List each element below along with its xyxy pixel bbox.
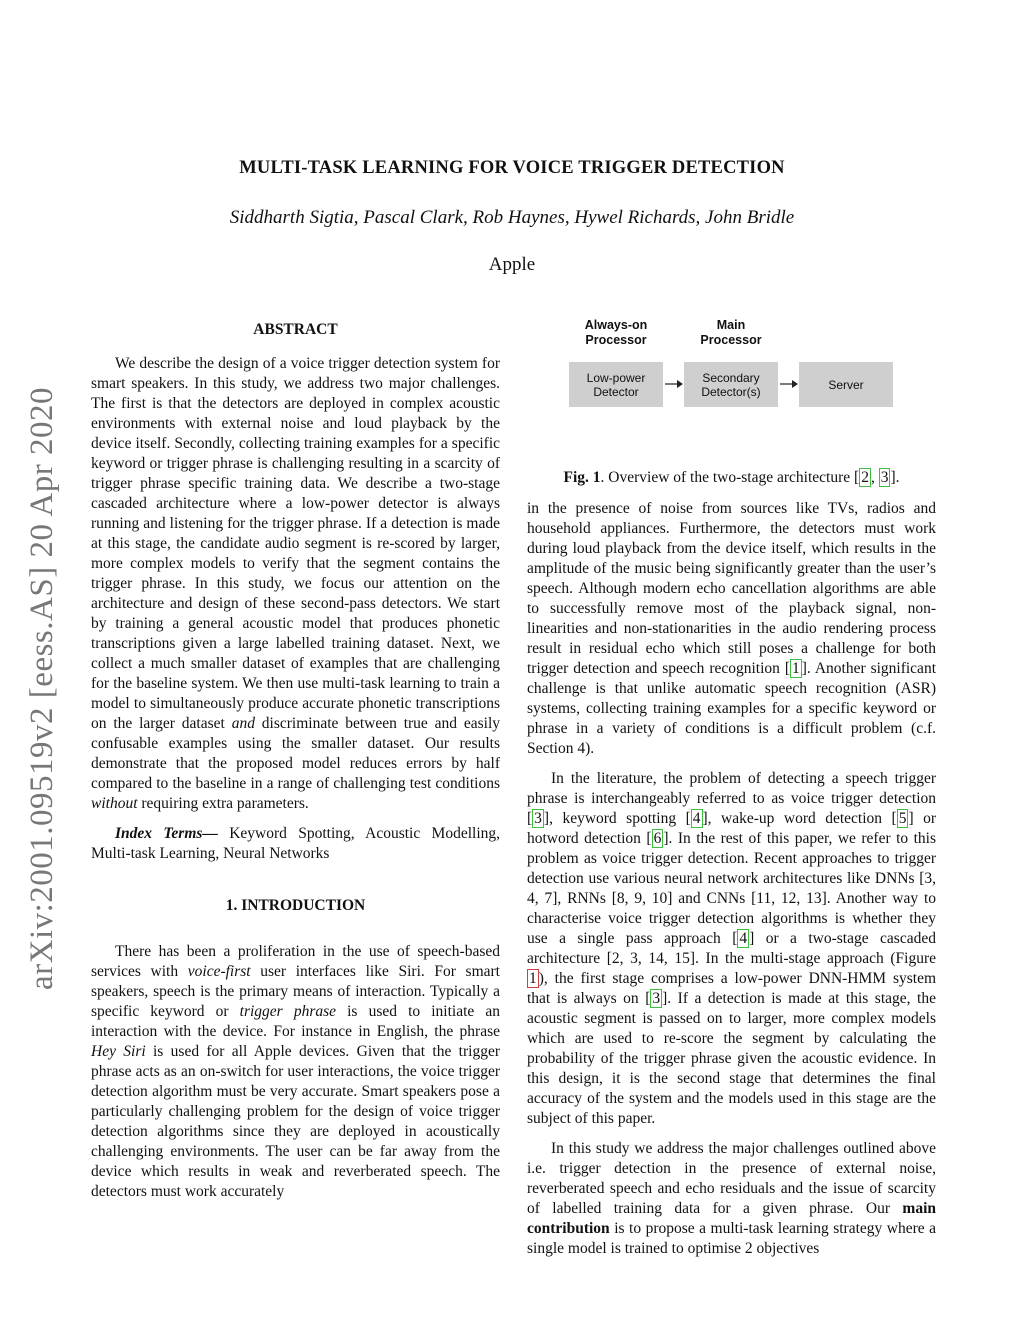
abstract-heading: ABSTRACT xyxy=(253,321,338,338)
fig-box-low-power-detector: Low-power Detector xyxy=(569,362,663,407)
introduction-heading: 1. INTRODUCTION xyxy=(225,897,366,914)
paper-title: MULTI-TASK LEARNING FOR VOICE TRIGGER DETECTION xyxy=(239,158,785,178)
paper-authors: Siddharth Sigtia, Pascal Clark, Rob Haynes, Hywel Richards, John Bridle xyxy=(229,207,795,228)
right-column xyxy=(527,318,936,1259)
arxiv-side-stamp: arXiv:2001.09519v2 [eess.AS] 20 Apr 2020 xyxy=(24,387,60,990)
abstract-paragraph: We describe the design of a voice trigger detection system for smart speakers. In this study, we address two major challenges. The first is that the detectors are deployed in complex acoustic environments with external noise and loud playback by the device itself. Secondly, collecting training examples for a specific keyword or trigger phrase is challenging resulting in a scarcity of trigger phrase specific training data. We describe a two-stage cascaded architecture where a low-power detector is always running and listening for the trigger phrase. If a detection is made at this stage, the candidate audio segment is re-scored by larger, more complex models to verify that the segment contains the trigger phrase. In this study, we focus our attention on the architecture and design of these second-pass detectors. We start by training a general acoustic model that produces phonetic transcriptions given a large labelled training dataset. Next, we collect a much smaller dataset of examples that are challenging for the baseline system. We then use multi-task learning to train a model to simultaneously produce accurate phonetic transcriptions on the larger dataset and discriminate between true and easily confusable examples using the smaller dataset. Our results demonstrate that the proposed model reduces errors by half compared to the baseline in a range of challenging test conditions without requiring extra parameters. xyxy=(91,355,501,812)
fig-header-main: Main Processor xyxy=(700,318,762,347)
arrow-right-icon xyxy=(665,379,683,389)
figure-caption: Fig. 1. Overview of the two-stage architecture [ 2 , 3 ]. xyxy=(563,469,900,486)
figure-architecture xyxy=(527,318,936,468)
index-terms: Index Terms— Keyword Spotting, Acoustic Modelling, Multi-task Learning, Neural Networks xyxy=(91,825,501,862)
fig-header-always-on: Always-on Processor xyxy=(584,318,648,347)
right-paragraph-1: in the presence of noise from sources like TVs, radios and household appliances. Furthermore, the detectors must work during loud playback from the device itself, which results in the amplitude of the music being significantly greater than the user’s speech. Although modern echo cancellation algorithms are able to successfully remove most of the playback signal, non-linearities and non-stationarities in the audio rendering process result in residual echo which still poses a challenge for both trigger detection and speech recognition [ 1 ]. Another significant challenge is that unlike automatic speech recognition (ASR) systems, collecting training examples for a specific keyword or phrase in a variety of conditions is a difficult problem (c.f. Section 4). xyxy=(527,500,936,757)
paper-affiliation: Apple xyxy=(488,254,536,275)
right-paragraph-2: In the literature, the problem of detecting a speech trigger phrase is interchangeably referred to as voice trigger detection [ 3 ], keyword spotting [ 4 ], wake-up word detection [ 5 ] or hotword detection [ 6 ]. In the rest of this paper, we refer to this problem as voice trigger detection. Recent approaches to trigger detection use various neural network architectures like DNNs [3, 4, 7], RNNs [8, 9, 10] and CNNs [11, 12, 13]. Another way to characterise voice trigger detection algorithms is whether they use a single pass approach [ 4 ] or a two-stage cascaded architecture [2, 3, 14, 15]. In the multi-stage approach (Figure 1 ), the first stage comprises a low-power DNN-HMM system that is always on [ 3 ]. If a detection is made at this stage, the acoustic segment is passed on to larger, more complex models which are used to re-score the segment by calculating the probability of the trigger phrase given the acoustic evidence. In this design, it is the second stage that determines the final accuracy of the system and the models used in this stage are the subject of this paper. xyxy=(527,770,937,1127)
fig-box-server: Server xyxy=(799,362,893,407)
fig-box-secondary-detector: Secondary Detector(s) xyxy=(684,362,778,407)
arrow-right-icon xyxy=(780,379,798,389)
right-paragraph-3: In this study we address the major challenges outlined above i.e. trigger detection in the presence of external noise, reverberated speech and echo residuals and the issue of scarcity of labelled training data for a given phrase. Our main contribution is to propose a multi-task learning strategy where a single model is trained to optimise 2 objectives xyxy=(527,1140,937,1257)
left-column xyxy=(91,320,500,1202)
introduction-paragraph: There has been a proliferation in the use of speech-based services with voice-first user interfaces like Siri. For smart speakers, speech is the primary means of interaction. Typically a specific keyword or trigger phrase is used to initiate an interaction with the device. For instance in English, the phrase Hey Siri is used for all Apple devices. Given that the trigger phrase acts as an on-switch for user interactions, the voice trigger detection algorithm must be very accurate. Smart speakers pose a particularly challenging problem for the design of voice trigger detection algorithms since they are deployed in acoustically challenging environments. The user can be far away from the device which results in weak and reverberated speech. The detectors must work accurately xyxy=(91,943,501,1200)
